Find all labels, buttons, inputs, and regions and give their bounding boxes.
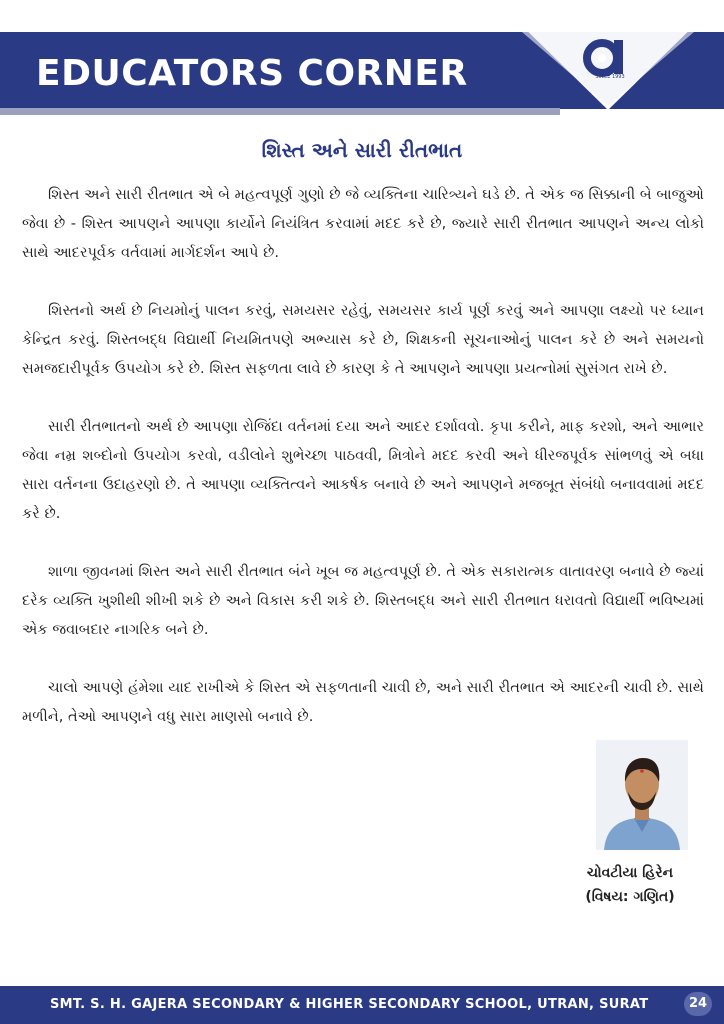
- author-photo: [596, 740, 688, 850]
- author-name: ચોવટીયા હિરેન: [586, 865, 674, 881]
- header-band-shadow: [0, 108, 560, 115]
- author-portrait-icon: [596, 740, 688, 850]
- section-title: EDUCATORS CORNER: [36, 53, 468, 94]
- logo-since-text: SINCE 1993: [595, 74, 625, 80]
- paragraph: શાળા જીવનમાં શિસ્ત અને સારી રીતભાત બંને ખૂબ જ મહત્વપૂર્ણ છે. તે એક સકારાત્મક વાતાવરણ બનાવે છે જ્યાં દરેક વ્યક્તિ ખુશીથી શીખી શકે છે અને વિકાસ કરી શકે છે. શિસ્તબદ્ધ અને સારી રીતભાત ધરાવતો વિદ્યાર્થી ભવિષ્યમાં એક જવાબદાર નાગરિક બને છે.: [22, 563, 704, 638]
- paragraph: ચાલો આપણે હંમેશા યાદ રાખીએ કે શિસ્ત એ સફળતાની ચાવી છે, અને સારી રીતભાત એ આદરની ચાવી છે. સાથે મળીને, તેઓ આપણને વધુ સારા માણસો બનાવે છે.: [22, 679, 704, 725]
- paragraph: શિસ્ત અને સારી રીતભાત એ બે મહત્વપૂર્ણ ગુણો છે જે વ્યક્તિના ચારિત્ર્યને ઘડે છે. તે એક જ સિક્કાની બે બાજુઓ જેવા છે - શિસ્ત આપણને આપણા કાર્યોને નિયંત્રિત કરવામાં મદદ કરે છે, જ્યારે સારી રીતભાત આપણને અન્ય લોકો સાથે આદરપૂર્વક વર્તવામાં માર્ગદર્શન આપે છે.: [22, 186, 704, 261]
- article-body: [22, 180, 704, 760]
- paragraph: શિસ્તનો અર્થ છે નિયમોનું પાલન કરવું, સમયસર રહેવું, સમયસર કાર્ય પૂર્ણ કરવું અને આપણા લક્ષ્યો પર ધ્યાન કેન્દ્રિત કરવું. શિસ્તબદ્ધ વિદ્યાર્થી નિયમિતપણે અભ્યાસ કરે છે, શિક્ષકની સૂચનાઓનું પાલન કરે છે અને સમયનો સમજદારીપૂર્વક ઉપયોગ કરે છે. શિસ્ત સફળતા લાવે છે કારણ કે તે આપણને આપણા પ્રયત્નોમાં સુસંગત રાખે છે.: [22, 302, 704, 377]
- article-title: શિસ્ત અને સારી રીતભાત: [261, 138, 463, 162]
- paragraph: સારી રીતભાતનો અર્થ છે આપણા રોજિંદા વર્તનમાં દયા અને આદર દર્શાવવો. કૃપા કરીને, માફ કરશો, અને આભાર જેવા નમ્ર શબ્દોનો ઉપયોગ કરવો, વડીલોને શુભેચ્છા પાઠવવી, મિત્રોને મદદ કરવી અને ધીરજપૂર્વક સાંભળવું એ બધા સારા વર્તનના ઉદાહરણો છે. તે આપણા વ્યક્તિત્વને આકર્ષક બનાવે છે અને આપણને મજબૂત સંબંધો બનાવવામાં મદદ કરે છે.: [22, 418, 704, 522]
- author-subject: (વિષય: ગણિત): [585, 889, 675, 905]
- page-number-badge: 24: [684, 992, 712, 1016]
- footer-school-name: SMT. S. H. GAJERA SECONDARY & HIGHER SECONDARY SCHOOL, UTRAN, SURAT: [50, 997, 649, 1012]
